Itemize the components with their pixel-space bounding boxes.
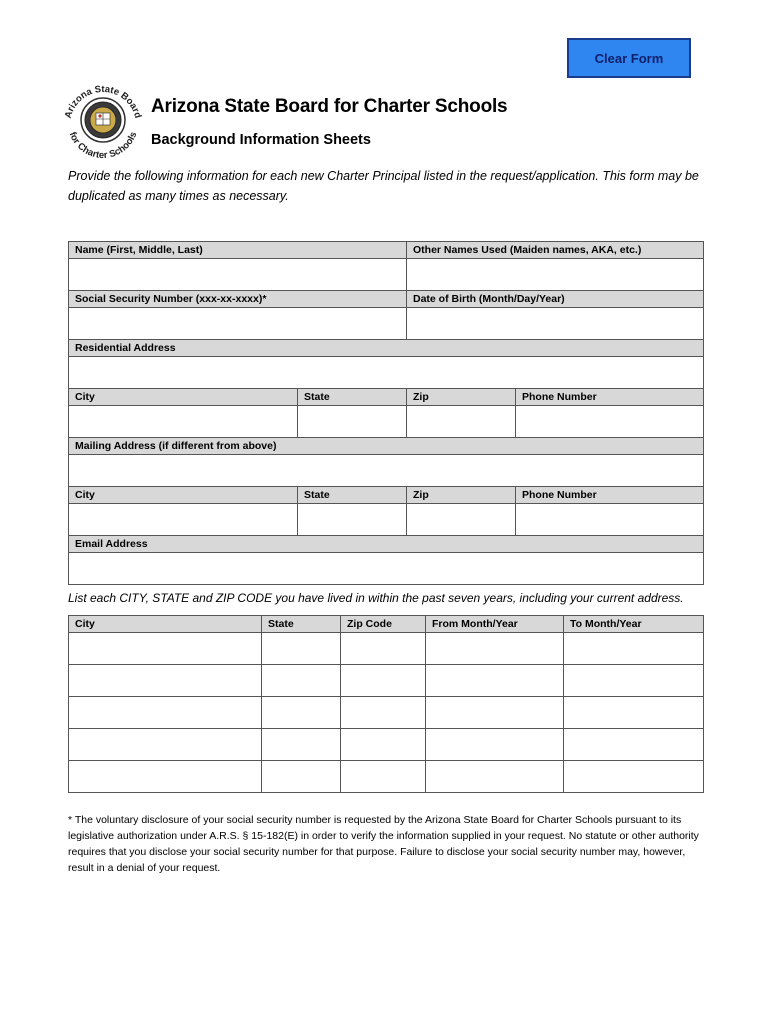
clear-form-button[interactable]: Clear Form bbox=[567, 38, 691, 78]
residential-zip-field[interactable] bbox=[407, 406, 516, 438]
dob-label: Date of Birth (Month/Day/Year) bbox=[407, 291, 704, 308]
residence-history-table bbox=[68, 615, 704, 793]
table-row bbox=[69, 697, 704, 729]
residential-phone-field[interactable] bbox=[516, 406, 704, 438]
history-cell[interactable] bbox=[262, 761, 341, 793]
intro-text: Provide the following information for each new Charter Principal listed in the request/application. This form may be duplicated as many times as necessary. bbox=[68, 169, 699, 203]
ssn-label: Social Security Number (xxx-xx-xxxx)* bbox=[69, 291, 407, 308]
history-cell[interactable] bbox=[564, 761, 704, 793]
history-cell[interactable] bbox=[341, 665, 426, 697]
residence-history-instructions: List each CITY, STATE and ZIP CODE you have lived in within the past seven years, including your current address. bbox=[68, 591, 684, 605]
residential-phone-label: Phone Number bbox=[516, 389, 704, 406]
history-cell[interactable] bbox=[426, 761, 564, 793]
residential-state-label: State bbox=[298, 389, 407, 406]
history-cell[interactable] bbox=[69, 761, 262, 793]
mailing-city-label: City bbox=[69, 487, 298, 504]
email-label: Email Address bbox=[69, 536, 704, 553]
history-cell[interactable] bbox=[341, 697, 426, 729]
svg-text:for Charter Schools: for Charter Schools bbox=[66, 130, 140, 162]
table-row bbox=[69, 761, 704, 793]
residential-city-label: City bbox=[69, 389, 298, 406]
history-column-header: City bbox=[69, 616, 262, 633]
name-field[interactable] bbox=[69, 259, 407, 291]
history-cell[interactable] bbox=[426, 729, 564, 761]
history-cell[interactable] bbox=[262, 633, 341, 665]
history-cell[interactable] bbox=[69, 665, 262, 697]
history-cell[interactable] bbox=[341, 729, 426, 761]
dob-field[interactable] bbox=[407, 308, 704, 340]
history-cell[interactable] bbox=[564, 697, 704, 729]
history-cell[interactable] bbox=[69, 633, 262, 665]
residential-address-label: Residential Address bbox=[69, 340, 704, 357]
table-row bbox=[69, 633, 704, 665]
mailing-zip-label: Zip bbox=[407, 487, 516, 504]
svg-text:Arizona State Board: Arizona State Board bbox=[62, 83, 144, 120]
page-subtitle: Background Information Sheets bbox=[151, 132, 371, 148]
history-cell[interactable] bbox=[262, 665, 341, 697]
history-cell[interactable] bbox=[262, 697, 341, 729]
history-cell[interactable] bbox=[341, 761, 426, 793]
email-field[interactable] bbox=[69, 553, 704, 585]
mailing-address-label: Mailing Address (if different from above) bbox=[69, 438, 704, 455]
mailing-state-field[interactable] bbox=[298, 504, 407, 536]
page-title: Arizona State Board for Charter Schools bbox=[151, 96, 508, 117]
history-cell[interactable] bbox=[564, 729, 704, 761]
history-cell[interactable] bbox=[564, 633, 704, 665]
history-column-header: State bbox=[262, 616, 341, 633]
mailing-zip-field[interactable] bbox=[407, 504, 516, 536]
other-names-label: Other Names Used (Maiden names, AKA, etc.) bbox=[407, 242, 704, 259]
mailing-phone-field[interactable] bbox=[516, 504, 704, 536]
state-board-seal-logo bbox=[58, 75, 148, 165]
history-cell[interactable] bbox=[426, 633, 564, 665]
principal-info-table bbox=[68, 241, 704, 585]
mailing-city-field[interactable] bbox=[69, 504, 298, 536]
history-column-header: Zip Code bbox=[341, 616, 426, 633]
ssn-field[interactable] bbox=[69, 308, 407, 340]
residential-address-field[interactable] bbox=[69, 357, 704, 389]
history-cell[interactable] bbox=[262, 729, 341, 761]
mailing-address-field[interactable] bbox=[69, 455, 704, 487]
table-row bbox=[69, 665, 704, 697]
history-cell[interactable] bbox=[426, 665, 564, 697]
history-cell[interactable] bbox=[564, 665, 704, 697]
mailing-state-label: State bbox=[298, 487, 407, 504]
history-column-header: To Month/Year bbox=[564, 616, 704, 633]
other-names-field[interactable] bbox=[407, 259, 704, 291]
residential-state-field[interactable] bbox=[298, 406, 407, 438]
table-row bbox=[69, 729, 704, 761]
mailing-phone-label: Phone Number bbox=[516, 487, 704, 504]
history-cell[interactable] bbox=[341, 633, 426, 665]
residential-city-field[interactable] bbox=[69, 406, 298, 438]
history-cell[interactable] bbox=[69, 697, 262, 729]
history-column-header: From Month/Year bbox=[426, 616, 564, 633]
history-cell[interactable] bbox=[426, 697, 564, 729]
history-cell[interactable] bbox=[69, 729, 262, 761]
ssn-disclosure-footnote: * The voluntary disclosure of your social security number is requested by the Arizona State Board for Charter Schools pursuant to its legislative authorization under A.R.S. § 15-182(E) in order to verify the information supplied in your request. No statute or other authority requires that you disclose your social security number for that purpose. Failure to disclose your social security number may, however, result in a denial of your request. bbox=[68, 814, 699, 874]
residential-zip-label: Zip bbox=[407, 389, 516, 406]
name-label: Name (First, Middle, Last) bbox=[69, 242, 407, 259]
